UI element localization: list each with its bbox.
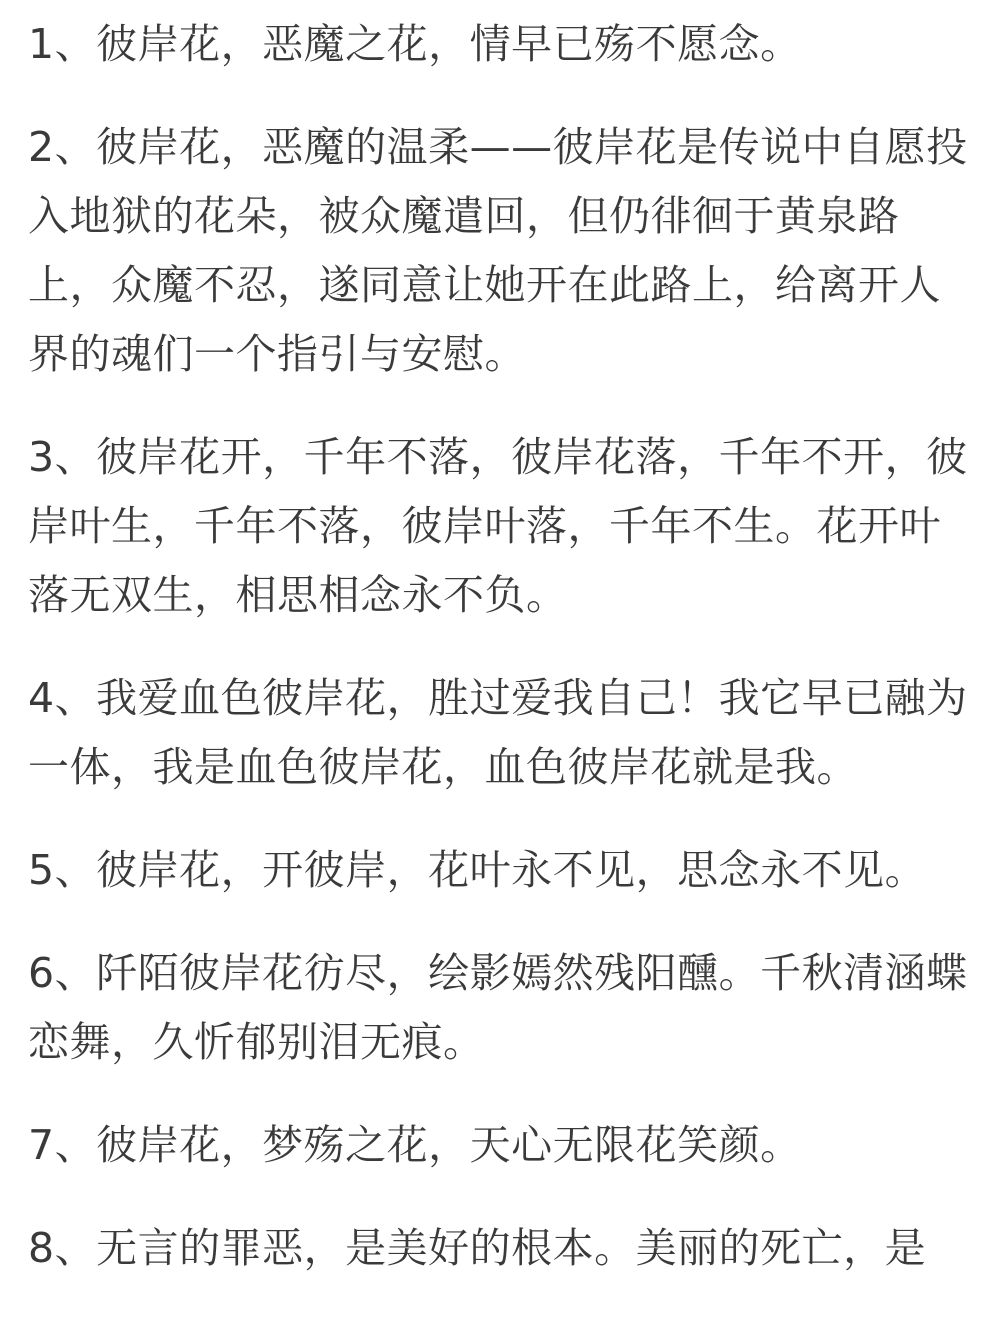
- paragraph-6: 6、阡陌彼岸花彷尽，绘影嫣然残阳醺。千秋清涵蝶恋舞，久忻郁别泪无痕。: [28, 949, 968, 1066]
- paragraph-3: 3、彼岸花开，千年不落，彼岸花落，千年不开，彼岸叶生，千年不落，彼岸叶落，千年不生。花开叶落无双生，相思相念永不负。: [28, 433, 968, 619]
- paragraph-1: 1、彼岸花，恶魔之花，情早已殇不愿念。: [28, 20, 802, 68]
- paragraph-2: 2、彼岸花，恶魔的温柔——彼岸花是传说中自愿投入地狱的花朵，被众魔遣回，但仍徘徊于黄泉路上，众魔不忍，遂同意让她开在此路上，给离开人界的魂们一个指引与安慰。: [28, 123, 968, 378]
- article-body: [28, 10, 978, 1317]
- paragraph-4: 4、我爱血色彼岸花，胜过爱我自己！我它早已融为一体，我是血色彼岸花，血色彼岸花就是我。: [28, 674, 968, 791]
- paragraph-7: 7、彼岸花，梦殇之花，天心无限花笑颜。: [28, 1121, 802, 1169]
- paragraph-8: 8、无言的罪恶，是美好的根本。美丽的死亡，是: [28, 1224, 927, 1272]
- paragraph-5: 5、彼岸花，开彼岸，花叶永不见，思念永不见。: [28, 846, 927, 894]
